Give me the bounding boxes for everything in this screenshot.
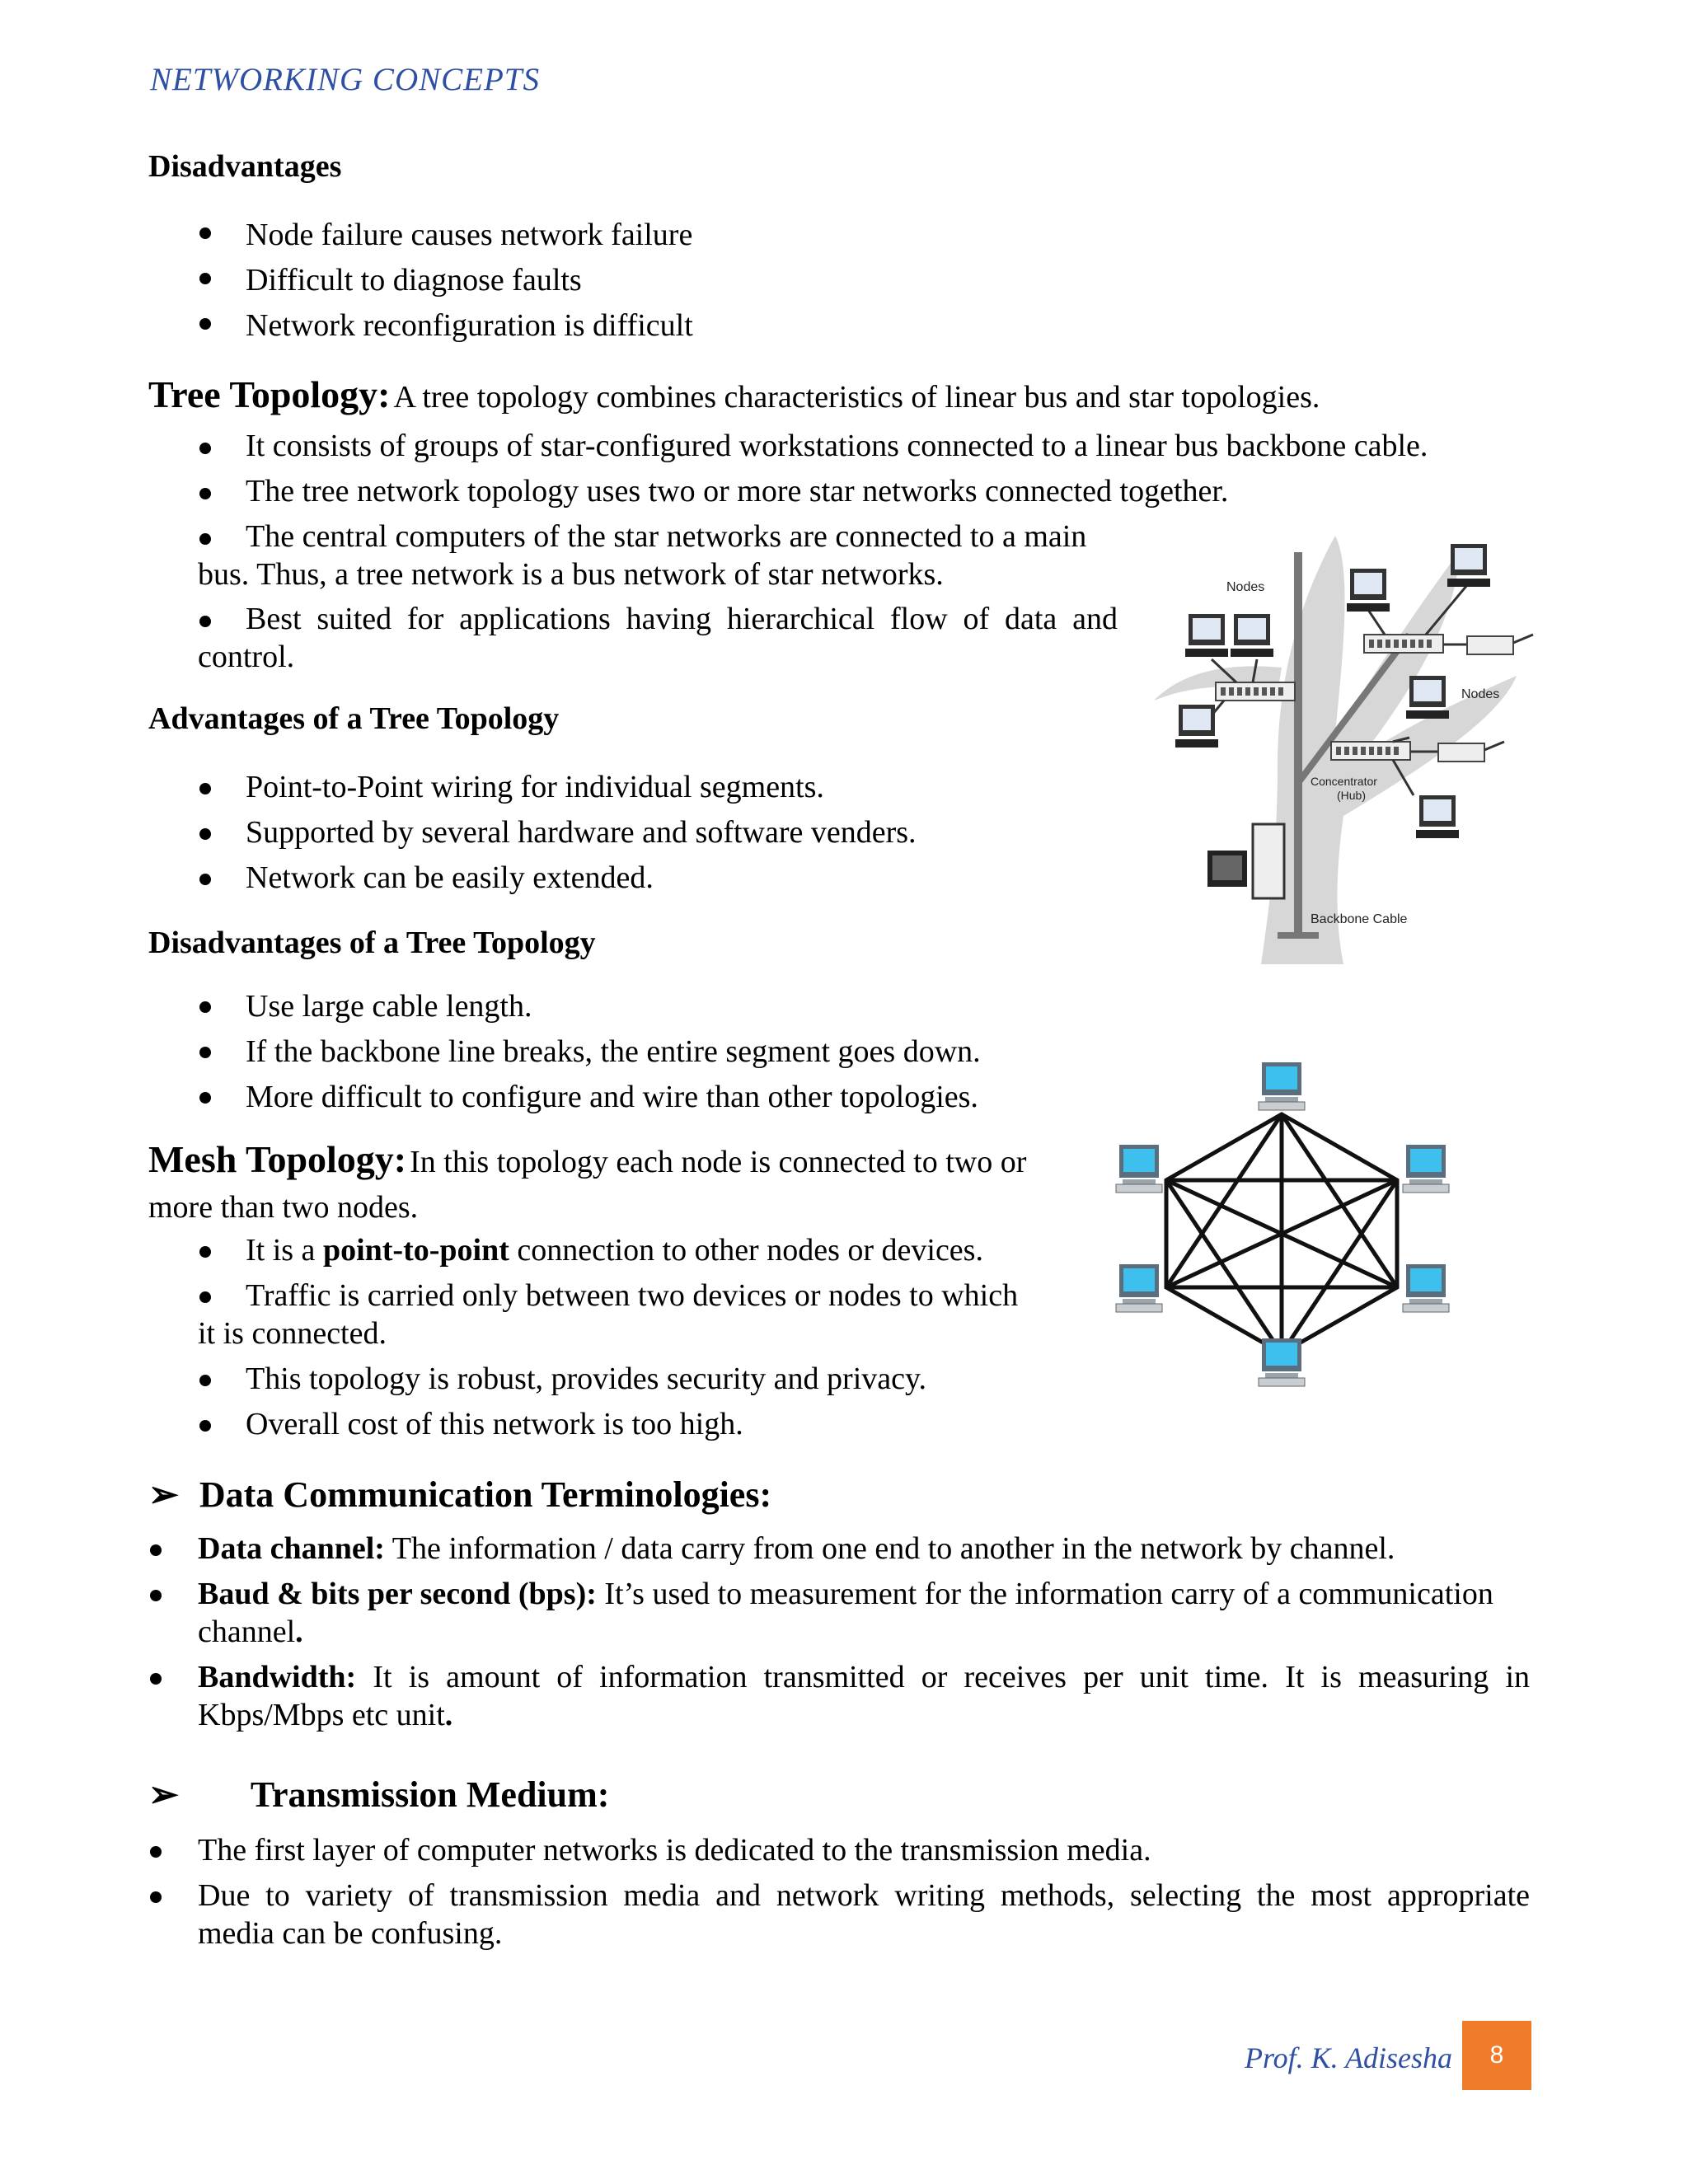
list-item: The tree network topology uses two or more star networks connected together. [246, 474, 1229, 509]
list-item: If the backbone line breaks, the entire segment goes down. [246, 1034, 981, 1069]
bullet-icon [199, 273, 211, 284]
term-text-cont: Kbps/Mbps etc unit [198, 1698, 445, 1732]
printer-icon [1467, 636, 1513, 654]
disadvantages-heading: Disadvantages [148, 149, 342, 184]
bullet-icon [199, 828, 211, 840]
computer-icon [1403, 1145, 1449, 1193]
computer-icon [1406, 676, 1449, 719]
list-item: Point-to-Point wiring for individual segments. [246, 770, 824, 804]
computer-icon [1185, 614, 1228, 657]
mesh-topology-intro-line1: In this topology each node is connected to two or [410, 1145, 1027, 1179]
mesh-item1-bold: point-to-point [322, 1233, 509, 1268]
list-item: Best suited for applications having hierarchical flow of data and control. [198, 602, 1118, 674]
bullet-icon [199, 874, 211, 885]
term-end: . [295, 1615, 303, 1649]
computer-icon [1347, 569, 1390, 612]
list-item: It consists of groups of star-configured workstations connected to a linear bus backbone cable. [246, 429, 1428, 463]
computer-icon [1116, 1264, 1162, 1312]
bullet-icon [199, 488, 211, 499]
nodes-label: Nodes [1461, 687, 1500, 701]
list-item: The first layer of computer networks is dedicated to the transmission media. [198, 1833, 1151, 1868]
tree-topology-title: Tree Topology: [148, 373, 391, 415]
computer-icon [1231, 614, 1273, 657]
tree-topology-diagram [1146, 519, 1558, 964]
nodes-label: Nodes [1226, 580, 1265, 594]
mesh-item1-pre: It is a [246, 1233, 316, 1268]
list-item [198, 1575, 1493, 1613]
backbone-cable-label: Backbone Cable [1311, 912, 1408, 926]
tm-section-heading [148, 1774, 609, 1816]
hub-label: (Hub) [1337, 789, 1367, 802]
mesh-topology-intro-line2: more than two nodes. [148, 1190, 419, 1225]
term-label: Data channel: [198, 1531, 385, 1566]
list-item [246, 1231, 983, 1269]
bullet-icon [150, 1590, 162, 1601]
server-icon [1253, 824, 1284, 898]
bullet-icon [150, 1891, 162, 1903]
bullet-icon [199, 1420, 211, 1432]
list-item: More difficult to configure and wire than other topologies. [246, 1080, 978, 1114]
list-item: Network can be easily extended. [246, 860, 654, 895]
list-item: Difficult to diagnose faults [246, 263, 582, 298]
list-item: This topology is robust, provides security and privacy. [246, 1361, 927, 1396]
dct-title: Data Communication Terminologies: [199, 1474, 772, 1515]
list-item: Use large cable length. [246, 989, 532, 1024]
term-label: Bandwidth: [198, 1660, 357, 1694]
footer-author: Prof. K. Adisesha [1244, 2041, 1452, 2074]
list-item-continuation [198, 1696, 452, 1734]
mesh-topology-intro [148, 1137, 1026, 1181]
list-item-continuation: media can be confusing. [198, 1916, 503, 1951]
computer-icon [1259, 1062, 1305, 1110]
tree-topology-intro [148, 373, 1320, 416]
list-item [198, 1530, 1395, 1568]
computer-icon [1447, 544, 1490, 587]
mesh-item1-post: connection to other nodes or devices. [517, 1233, 983, 1268]
list-item: Network reconfiguration is difficult [246, 308, 693, 343]
tree-advantages-heading: Advantages of a Tree Topology [148, 701, 560, 736]
arrow-bullet-icon: ➢ [148, 1474, 179, 1515]
arrow-bullet-icon: ➢ [148, 1774, 179, 1815]
tm-title: Transmission Medium: [250, 1774, 610, 1815]
bullet-icon [199, 443, 211, 454]
bullet-icon [199, 227, 211, 239]
bullet-icon [150, 1846, 162, 1858]
dct-section-heading [148, 1474, 771, 1516]
bullet-icon [199, 1291, 211, 1303]
bullet-icon [199, 1047, 211, 1058]
computer-icon [1175, 705, 1218, 748]
computer-icon [1416, 795, 1459, 838]
tree-disadvantages-heading: Disadvantages of a Tree Topology [148, 926, 596, 960]
mesh-links [1166, 1114, 1397, 1353]
bullet-icon [199, 1092, 211, 1104]
term-text: It’s used to measurement for the information carry of a communication [604, 1577, 1493, 1611]
term-text-cont: channel [198, 1615, 296, 1649]
running-header: NETWORKING CONCEPTS [150, 62, 540, 97]
list-item: Due to variety of transmission media and network writing methods, selecting the most appropriate [198, 1878, 1530, 1913]
mesh-topology-title: Mesh Topology: [148, 1138, 407, 1180]
page-number: 8 [1462, 2021, 1531, 2090]
term-label: Baud & bits per second (bps): [198, 1577, 597, 1611]
printer-icon [1438, 743, 1484, 762]
bullet-icon [199, 1246, 211, 1258]
bullet-icon [199, 1001, 211, 1013]
computer-icon [1403, 1264, 1449, 1312]
list-item-continuation [198, 1613, 303, 1651]
list-item-continuation: it is connected. [198, 1316, 387, 1351]
list-item: Supported by several hardware and software venders. [246, 815, 917, 850]
list-item: The central computers of the star networks are connected to a main bus. Thus, a tree network is a bus network of star networks. [198, 519, 1087, 592]
bullet-icon [150, 1673, 162, 1685]
term-text: The information / data carry from one end to another in the network by channel. [392, 1531, 1395, 1566]
term-end: . [444, 1698, 453, 1732]
bullet-icon [199, 783, 211, 794]
mesh-topology-diagram [1104, 1047, 1467, 1393]
tree-topology-intro-text: A tree topology combines characteristics of linear bus and star topologies. [393, 380, 1320, 415]
term-text: It is amount of information transmitted or receives per unit time. It is measuring in [373, 1660, 1531, 1694]
computer-icon [1116, 1145, 1162, 1193]
bullet-icon [199, 318, 211, 330]
bullet-icon [199, 1375, 211, 1386]
list-item: Node failure causes network failure [246, 218, 693, 252]
concentrator-label: Concentrator [1311, 775, 1377, 788]
list-item [198, 1658, 1530, 1696]
list-item: Overall cost of this network is too high. [246, 1407, 743, 1441]
bullet-icon [150, 1544, 162, 1556]
list-item: Traffic is carried only between two devices or nodes to which [246, 1278, 1019, 1313]
computer-icon [1259, 1338, 1305, 1386]
